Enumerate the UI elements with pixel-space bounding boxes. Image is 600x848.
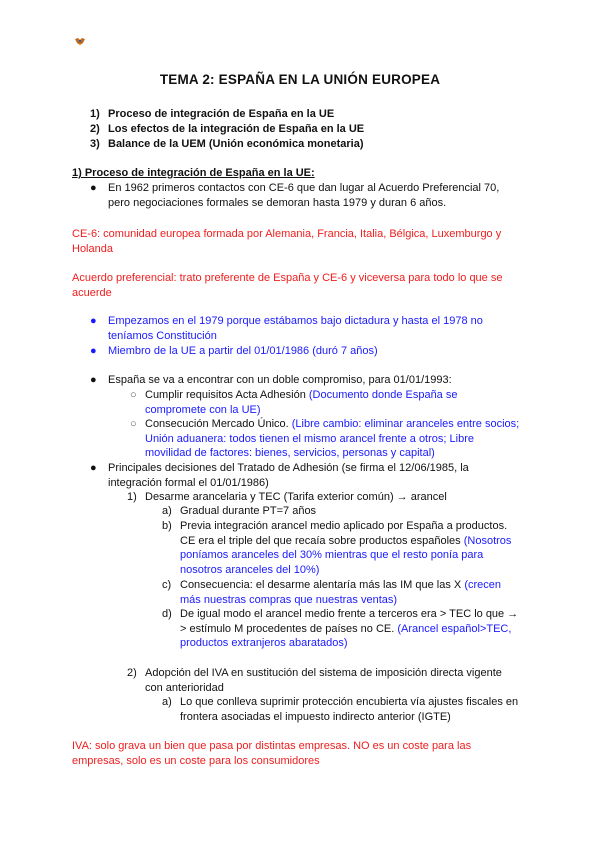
subitem-main: De igual modo el arancel medio frente a terceros era > TEC lo que → > estímulo M procedentes de países no CE.: [180, 608, 519, 635]
page-title: TEMA 2: ESPAÑA EN LA UNIÓN EUROPEA: [159, 72, 441, 87]
list-letter: d): [162, 608, 172, 620]
toc-number: 1): [90, 108, 100, 120]
list-item-text: Adopción del IVA en sustitución del sistema de imposición directa vigente con anterioridad: [145, 667, 502, 694]
list-subitem-text: [180, 578, 520, 607]
logo-icon: [74, 37, 86, 46]
bullet-icon: ●: [90, 315, 97, 327]
bullet-text: En 1962 primeros contactos con CE-6 que dan lugar al Acuerdo Preferencial 70, pero negociaciones formales se demoran hasta 1979 y duran 6 años.: [108, 182, 500, 209]
subitem-note: (Nosotros poníamos aranceles del 30% mientras que el resto ponía para nosotros aranceles del 10%): [180, 534, 512, 577]
toc-item: Balance de la UEM (Unión económica monetaria): [108, 138, 364, 150]
toc-item: Los efectos de la integración de España en la UE: [108, 123, 365, 135]
sub-bullet-text: [145, 417, 520, 461]
note-iva: IVA: solo grava un bien que pasa por distintas empresas. NO es un coste para las empresas, solo es un coste para los consumidores: [72, 740, 472, 767]
list-subitem-text: Lo que conlleva suprimir protección encubierta vía ajustes fiscales en frontera asociadas el impuesto indirecto anterior (IGTE): [180, 696, 519, 723]
bullet-icon: ●: [90, 374, 97, 386]
sub-bullet-note: (Libre cambio: eliminar aranceles entre socios; Unión aduanera: todos tienen el mismo arancel frente a otros; Libre movilidad de factores: bienes, servicios, personas y capital): [145, 418, 520, 460]
circle-bullet-icon: ○: [130, 418, 137, 430]
toc-item: Proceso de integración de España en la UE: [108, 108, 335, 120]
circle-bullet-icon: ○: [130, 389, 137, 401]
bullet-icon: ●: [90, 462, 97, 474]
list-item-text: Desarme arancelaria y TEC (Tarifa exterior común) → arancel: [145, 491, 447, 503]
list-letter: b): [162, 520, 172, 532]
toc-number: 3): [90, 138, 100, 150]
note-ce6: CE-6: comunidad europea formada por Alemania, Francia, Italia, Bélgica, Luxemburgo y Holanda: [72, 228, 502, 255]
note-acuerdo: Acuerdo preferencial: trato preferente de España y CE-6 y viceversa para todo lo que se acuerde: [72, 272, 503, 299]
list-subitem-text: [180, 607, 520, 651]
list-letter: a): [162, 696, 172, 708]
bullet-icon: ●: [90, 345, 97, 357]
list-number: 2): [127, 667, 137, 679]
blue-bullet-text: Empezamos en el 1979 porque estábamos bajo dictadura y hasta el 1978 no teníamos Constitución: [108, 315, 483, 342]
bullet-text: Principales decisiones del Tratado de Adhesión (se firma el 12/06/1985, la integración formal el 01/01/1986): [108, 462, 469, 489]
blue-bullet-text: Miembro de la UE a partir del 01/01/1986 (duró 7 años): [108, 345, 378, 357]
bullet-icon: ●: [90, 182, 97, 194]
sub-bullet-note: (Documento donde España se compromete con la UE): [145, 389, 458, 416]
section-heading: 1) Proceso de integración de España en la UE:: [72, 167, 315, 179]
subitem-note: (Arancel español>TEC, productos extranjeros abaratados): [180, 622, 512, 650]
subitem-main: Previa integración arancel medio aplicado por España a productos. CE era el triple del que recaía sobre productos españoles: [180, 520, 508, 547]
list-number: 1): [127, 491, 137, 503]
subitem-note: (crecen más nuestras compras que nuestras ventas): [180, 579, 501, 606]
toc-number: 2): [90, 123, 100, 135]
bullet-text: España se va a encontrar con un doble compromiso, para 01/01/1993:: [108, 374, 452, 386]
list-letter: c): [162, 579, 172, 591]
list-letter: a): [162, 505, 172, 517]
list-subitem-text: [180, 504, 520, 519]
sub-bullet-text: [145, 388, 520, 417]
sub-bullet-main: Cumplir requisitos Acta Adhesión: [145, 389, 309, 401]
list-subitem-text: [180, 519, 520, 578]
subitem-main: Consecuencia: el desarme alentaría más las IM que las X: [180, 579, 465, 591]
sub-bullet-main: Consecución Mercado Único.: [145, 418, 292, 430]
subitem-main: Gradual durante PT=7 años: [180, 505, 317, 517]
